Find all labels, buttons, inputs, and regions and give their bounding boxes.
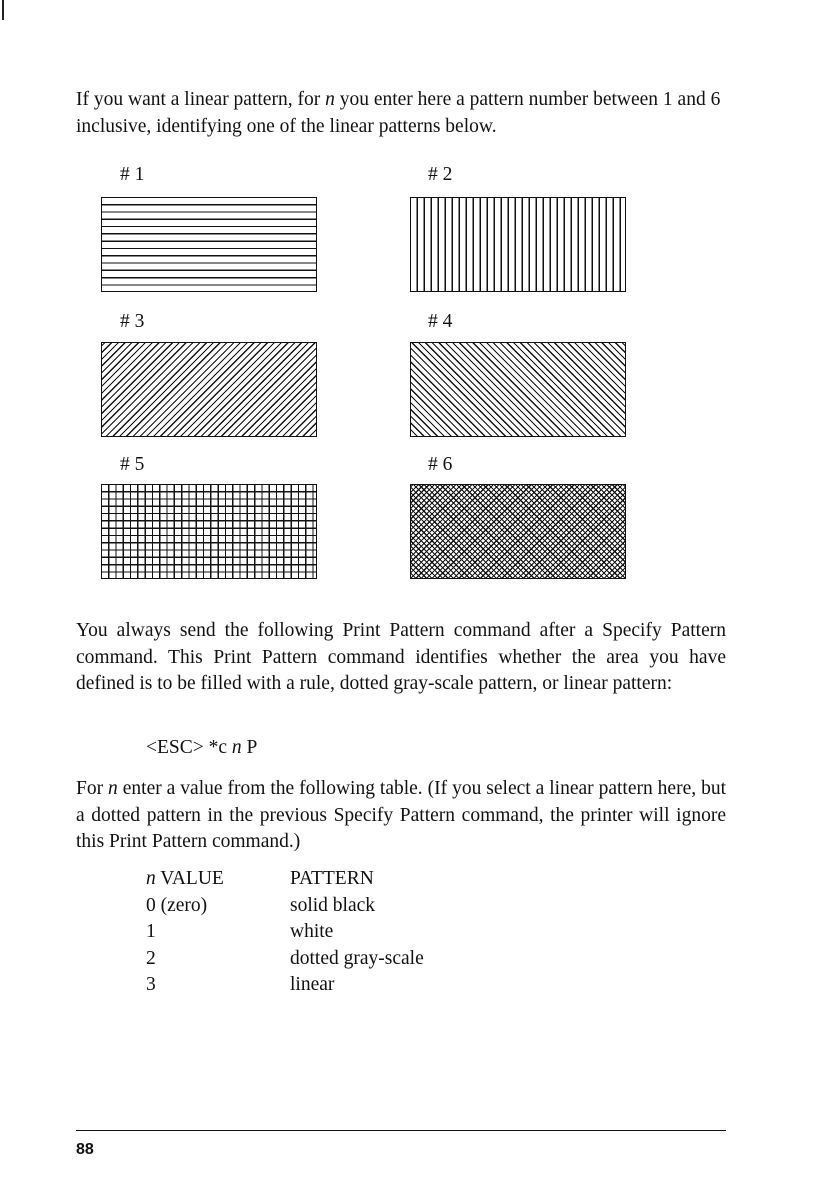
variable-n: n [231, 737, 242, 758]
pattern-swatch-grid [101, 484, 317, 579]
table-cell-pattern: dotted gray-scale [290, 947, 424, 969]
pattern-swatch-horizontal [101, 197, 317, 292]
margin-mark [2, 0, 4, 20]
table-row [146, 946, 424, 973]
intro-paragraph: If you want a linear pattern, for n you enter here a pattern number between 1 and 6 inclusive, identifying one of the linear patterns below. [76, 89, 721, 137]
table-header-row [146, 866, 424, 893]
variable-n: n [108, 778, 118, 799]
table-row [146, 972, 424, 999]
table-cell-pattern: white [290, 921, 334, 942]
variable-n: n [325, 89, 335, 110]
pattern-swatch-diagonal-falling [410, 342, 626, 437]
pattern-swatch-crosshatch [410, 484, 626, 579]
pattern-label-6: # 6 [428, 454, 453, 475]
pattern-label-2: # 2 [428, 164, 453, 185]
table-header-value: n VALUE [146, 868, 224, 889]
table-cell-value: 3 [146, 974, 156, 995]
pattern-swatch-diagonal-rising [101, 342, 317, 437]
table-cell-pattern: linear [290, 974, 335, 995]
table-row [146, 919, 424, 946]
pattern-label-3: # 3 [120, 311, 145, 332]
page-number: 88 [76, 1141, 94, 1158]
pattern-label-4: # 4 [428, 311, 453, 332]
print-pattern-paragraph: You always send the following Print Pattern command after a Specify Pattern command. This Print Pattern command identifies whether the area you have defined is to be filled with a rule, dotted gray-scale pattern, or linear pattern: [76, 620, 726, 694]
table-cell-value: 0 (zero) [146, 894, 208, 916]
pattern-label-1: # 1 [120, 164, 145, 185]
pattern-label-5: # 5 [120, 454, 145, 475]
footer-rule [76, 1130, 726, 1131]
table-cell-value: 2 [146, 947, 156, 969]
value-instruction-paragraph: For n enter a value from the following table. (If you select a linear pattern here, but a dotted pattern in the previous Specify Pattern command, the printer will ignore this Print Pattern command.) [76, 778, 726, 852]
command-syntax: <ESC> *c n P [146, 737, 258, 758]
table-header-pattern: PATTERN [290, 868, 374, 889]
table-cell-pattern: solid black [290, 894, 376, 916]
value-table [146, 866, 424, 999]
table-row [146, 893, 424, 920]
pattern-swatch-vertical [410, 197, 626, 292]
table-cell-value: 1 [146, 921, 156, 942]
